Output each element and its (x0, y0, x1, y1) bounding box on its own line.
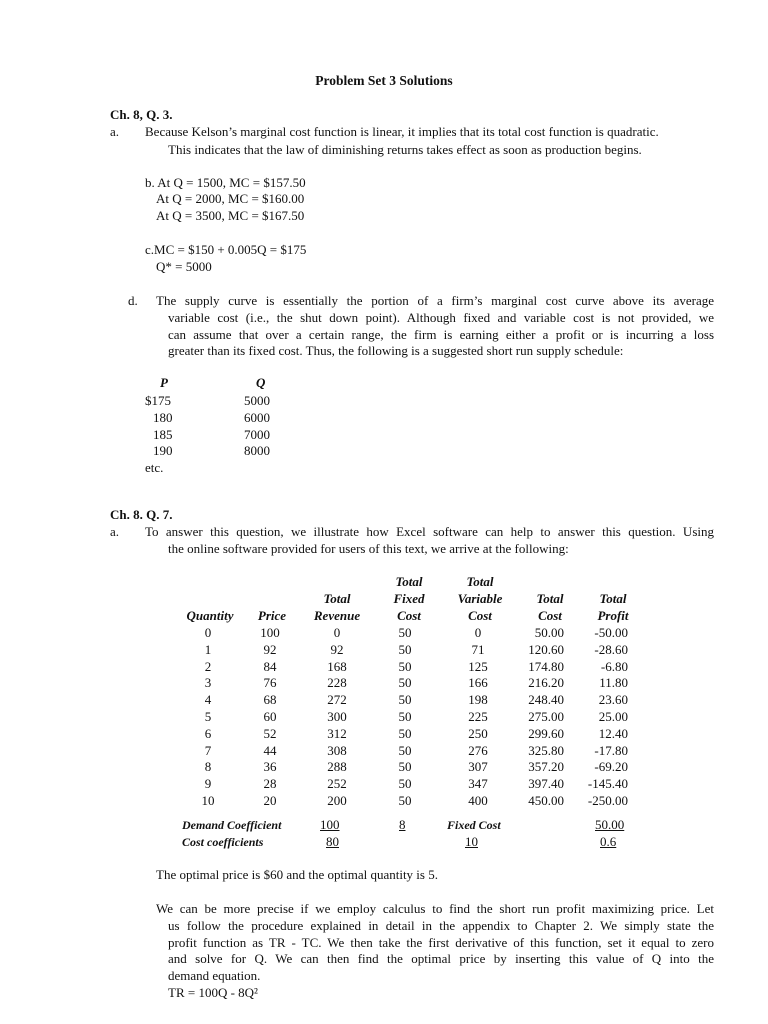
q3-a-label: a. (110, 124, 120, 139)
supply-p: $175 (145, 393, 171, 408)
calc-line: us follow the procedure explained in detail in the appendix to Chapter 2. We simply state the (168, 917, 714, 933)
cell-total-profit: -50.00 (594, 625, 628, 640)
cell-total-cost: 216.20 (528, 675, 564, 691)
th-tc-1: Total (536, 591, 564, 606)
cell-quantity: 5 (204, 709, 212, 724)
cell-total-revenue: 308 (327, 742, 347, 758)
cell-price: 52 (263, 725, 277, 741)
cell-total-revenue: 288 (327, 759, 347, 775)
cell-total-revenue: 272 (327, 692, 347, 708)
cell-total-revenue: 228 (327, 675, 347, 691)
cell-fixed-cost: 50 (398, 641, 412, 657)
cell-total-cost: 357.20 (528, 759, 564, 775)
th-tfc-3: Cost (397, 608, 421, 623)
cell-total-profit: 25.00 (598, 709, 628, 724)
cell-price: 100 (260, 625, 280, 640)
cell-fixed-cost: 50 (398, 692, 412, 708)
q3-b-line3: At Q = 3500, MC = $167.50 (156, 208, 305, 223)
cell-variable-cost: 225 (468, 709, 488, 724)
calculus-paragraph (156, 901, 714, 1002)
th-tc-2: Cost (538, 608, 562, 623)
supply-q: 5000 (244, 393, 270, 408)
cell-quantity: 8 (204, 759, 212, 775)
fixed-cost-value: 50.00 (595, 817, 625, 832)
tr-equation: TR = 100Q - 8Q² (168, 984, 258, 1000)
th-quantity: Quantity (186, 608, 234, 623)
cell-variable-cost: 166 (468, 675, 488, 691)
th-tfc-2: Fixed (393, 591, 425, 606)
cell-total-profit: 23.60 (598, 692, 628, 708)
q3-a-line1: Because Kelson’s marginal cost function is linear, it implies that its total cost function is quadratic. (145, 124, 659, 139)
cell-quantity: 3 (204, 675, 212, 691)
calc-line: We can be more precise if we employ calculus to find the short run profit maximizing price. Let (156, 901, 714, 916)
cell-total-cost: 325.80 (528, 742, 564, 758)
supply-p: 190 (153, 443, 173, 458)
q3-c-line2: Q* = 5000 (156, 259, 212, 274)
cell-variable-cost: 400 (468, 793, 488, 808)
cell-price: 36 (263, 759, 277, 775)
cell-fixed-cost: 50 (398, 759, 412, 775)
th-tvc-2: Variable (457, 591, 503, 606)
page-title: Problem Set 3 Solutions (315, 73, 453, 88)
q3-d-line: The supply curve is essentially the portion of a firm’s marginal cost curve above its average (156, 293, 714, 308)
q3-d-line: can assume that over a certain range, the firm is earning either a profit or is incurring a loss (168, 326, 714, 342)
cell-total-cost: 275.00 (528, 709, 564, 724)
q3-d-paragraph (156, 293, 714, 360)
cell-quantity: 1 (204, 641, 212, 657)
th-price: Price (257, 608, 287, 623)
cell-price: 28 (263, 776, 277, 792)
cell-fixed-cost: 50 (398, 658, 412, 674)
q3-c-line1: c.MC = $150 + 0.005Q = $175 (145, 242, 307, 257)
cell-variable-cost: 125 (468, 658, 488, 674)
th-tp-1: Total (599, 591, 627, 606)
cell-variable-cost: 276 (468, 742, 488, 758)
cell-price: 76 (263, 675, 277, 691)
cell-quantity: 2 (204, 658, 212, 674)
q3-a-line2: This indicates that the law of diminishing returns takes effect as soon as production begins. (168, 142, 642, 157)
supply-p: 180 (153, 410, 173, 425)
demand-coefficient-label: Demand Coefficient (182, 818, 282, 832)
cell-fixed-cost: 50 (398, 793, 412, 808)
q3-d-line: greater than its fixed cost. Thus, the following is a suggested short run supply schedule: (168, 343, 624, 359)
demand-coefficient-b: 8 (399, 817, 406, 832)
th-tp-2: Profit (597, 608, 629, 623)
cell-total-revenue: 168 (327, 658, 347, 674)
demand-coefficient-a: 100 (320, 817, 340, 832)
cell-quantity: 7 (204, 742, 212, 758)
cell-price: 68 (263, 692, 277, 708)
cell-price: 84 (263, 658, 277, 674)
fixed-cost-label: Fixed Cost (447, 818, 501, 832)
cell-fixed-cost: 50 (398, 776, 412, 792)
cell-quantity: 6 (204, 725, 212, 741)
calc-line: demand equation. (168, 968, 261, 984)
cell-total-cost: 248.40 (528, 692, 564, 708)
q7-a-label: a. (110, 524, 120, 539)
cell-quantity: 0 (204, 625, 212, 640)
cell-fixed-cost: 50 (398, 725, 412, 741)
cell-fixed-cost: 50 (398, 625, 412, 640)
supply-header-p: P (160, 375, 168, 390)
th-tfc-1: Total (395, 574, 423, 589)
q7-heading: Ch. 8. Q. 7. (110, 507, 173, 522)
cell-total-revenue: 300 (327, 709, 347, 724)
cell-total-profit: -6.80 (600, 658, 628, 674)
cell-total-profit: -28.60 (594, 641, 628, 657)
cell-price: 60 (263, 709, 277, 724)
cell-variable-cost: 347 (468, 776, 488, 792)
q3-b-line2: At Q = 2000, MC = $160.00 (156, 191, 305, 206)
cell-fixed-cost: 50 (398, 709, 412, 724)
cell-variable-cost: 71 (471, 641, 485, 657)
cell-total-cost: 50.00 (534, 625, 564, 640)
q7-a-line1: To answer this question, we illustrate how Excel software can help to answer this question. Using (145, 524, 714, 539)
cell-price: 20 (263, 793, 277, 808)
supply-q: 6000 (244, 410, 270, 425)
cell-price: 92 (263, 641, 277, 657)
th-tr-1: Total (323, 591, 351, 606)
cell-total-cost: 299.60 (528, 725, 564, 741)
supply-q: 7000 (244, 427, 270, 442)
th-tvc-1: Total (466, 574, 494, 589)
q3-b-line1: b. At Q = 1500, MC = $157.50 (145, 175, 306, 190)
q3-heading: Ch. 8, Q. 3. (110, 107, 173, 122)
cell-total-revenue: 92 (330, 641, 344, 657)
q7-a-paragraph (145, 524, 714, 558)
cell-total-cost: 450.00 (528, 793, 564, 808)
cell-total-revenue: 200 (327, 793, 347, 808)
optimal-statement: The optimal price is $60 and the optimal quantity is 5. (156, 867, 438, 882)
cell-variable-cost: 307 (468, 759, 488, 775)
cell-fixed-cost: 50 (398, 742, 412, 758)
supply-q: 8000 (244, 443, 270, 458)
cell-fixed-cost: 50 (398, 675, 412, 691)
cost-coefficient-b: 10 (465, 834, 478, 849)
cell-price: 44 (263, 742, 277, 758)
cell-total-revenue: 0 (333, 625, 341, 640)
q3-d-line: variable cost (i.e., the shut down point). Although fixed and variable cost is not provided, we (168, 309, 714, 325)
supply-p: 185 (153, 427, 173, 442)
th-tvc-3: Cost (468, 608, 492, 623)
supply-etc: etc. (145, 460, 164, 475)
cell-total-revenue: 252 (327, 776, 347, 792)
cell-total-profit: -69.20 (594, 759, 628, 775)
cell-total-cost: 174.80 (528, 658, 564, 674)
q3-d-label: d. (128, 293, 138, 308)
cost-coefficient-c: 0.6 (600, 834, 617, 849)
supply-header-q: Q (256, 375, 266, 390)
cell-total-profit: 11.80 (599, 675, 628, 691)
cell-variable-cost: 198 (468, 692, 488, 708)
cell-total-profit: 12.40 (598, 725, 628, 741)
cell-total-profit: -17.80 (594, 742, 628, 758)
calc-line: profit function as TR - TC. We then take the first derivative of this function, set it equal to zero (168, 934, 714, 950)
cost-coefficient-a: 80 (326, 834, 339, 849)
cell-quantity: 9 (204, 776, 212, 792)
cell-variable-cost: 0 (474, 625, 482, 640)
cell-total-revenue: 312 (327, 725, 347, 741)
cost-coefficients-label: Cost coefficients (182, 835, 264, 849)
cell-total-cost: 120.60 (528, 641, 564, 657)
cell-total-cost: 397.40 (528, 776, 564, 792)
th-tr-2: Revenue (313, 608, 361, 623)
calc-line: and solve for Q. We can then find the optimal price by inserting this value of Q into the (168, 951, 714, 967)
cell-variable-cost: 250 (468, 725, 488, 741)
q7-a-line2: the online software provided for users of this text, we arrive at the following: (168, 540, 569, 556)
cell-quantity: 4 (204, 692, 212, 708)
cell-total-profit: -145.40 (587, 776, 628, 792)
cell-total-profit: -250.00 (587, 793, 628, 808)
cell-quantity: 10 (201, 793, 215, 808)
